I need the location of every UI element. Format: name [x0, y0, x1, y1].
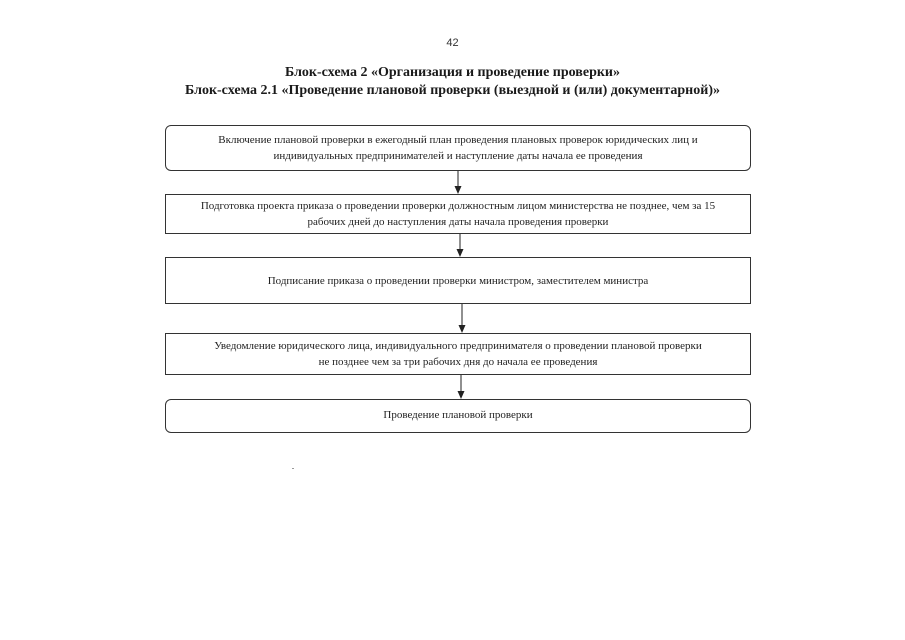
flow-step-4-line-1: Уведомление юридического лица, индивидуального предпринимателя о проведении плановой проверки [214, 340, 702, 352]
flow-step-4-line-2: не позднее чем за три рабочих дня до начала ее проведения [318, 356, 598, 368]
diagram-title: Блок-схема 2 «Организация и проведение проверки» [285, 65, 620, 80]
flow-step-5-line-1: Проведение плановой проверки [383, 409, 533, 421]
arrow-step-4-to-5 [458, 375, 465, 399]
arrow-step-1-to-2 [455, 171, 462, 194]
flow-step-1-line-1: Включение плановой проверки в ежегодный план проведения плановых проверок юридических лиц и [218, 134, 698, 146]
diagram-subtitle: Блок-схема 2.1 «Проведение плановой проверки (выездной и (или) документарной)» [185, 83, 720, 98]
scan-speck [292, 468, 294, 469]
flow-step-2-line-2: рабочих дней до наступления даты начала проведения проверки [307, 216, 609, 228]
flow-step-3-line-1: Подписание приказа о проведении проверки министром, заместителем министра [267, 274, 649, 287]
arrow-step-2-to-3 [457, 234, 464, 257]
flow-step-2-line-1: Подготовка проекта приказа о проведении проверки должностным лицом министерства не позднее, чем за 15 [200, 200, 716, 212]
arrow-step-3-to-4 [459, 304, 466, 333]
page-number: 42 [446, 37, 459, 49]
flow-step-1-line-2: индивидуальных предпринимателей и наступление даты начала ее проведения [273, 150, 643, 162]
